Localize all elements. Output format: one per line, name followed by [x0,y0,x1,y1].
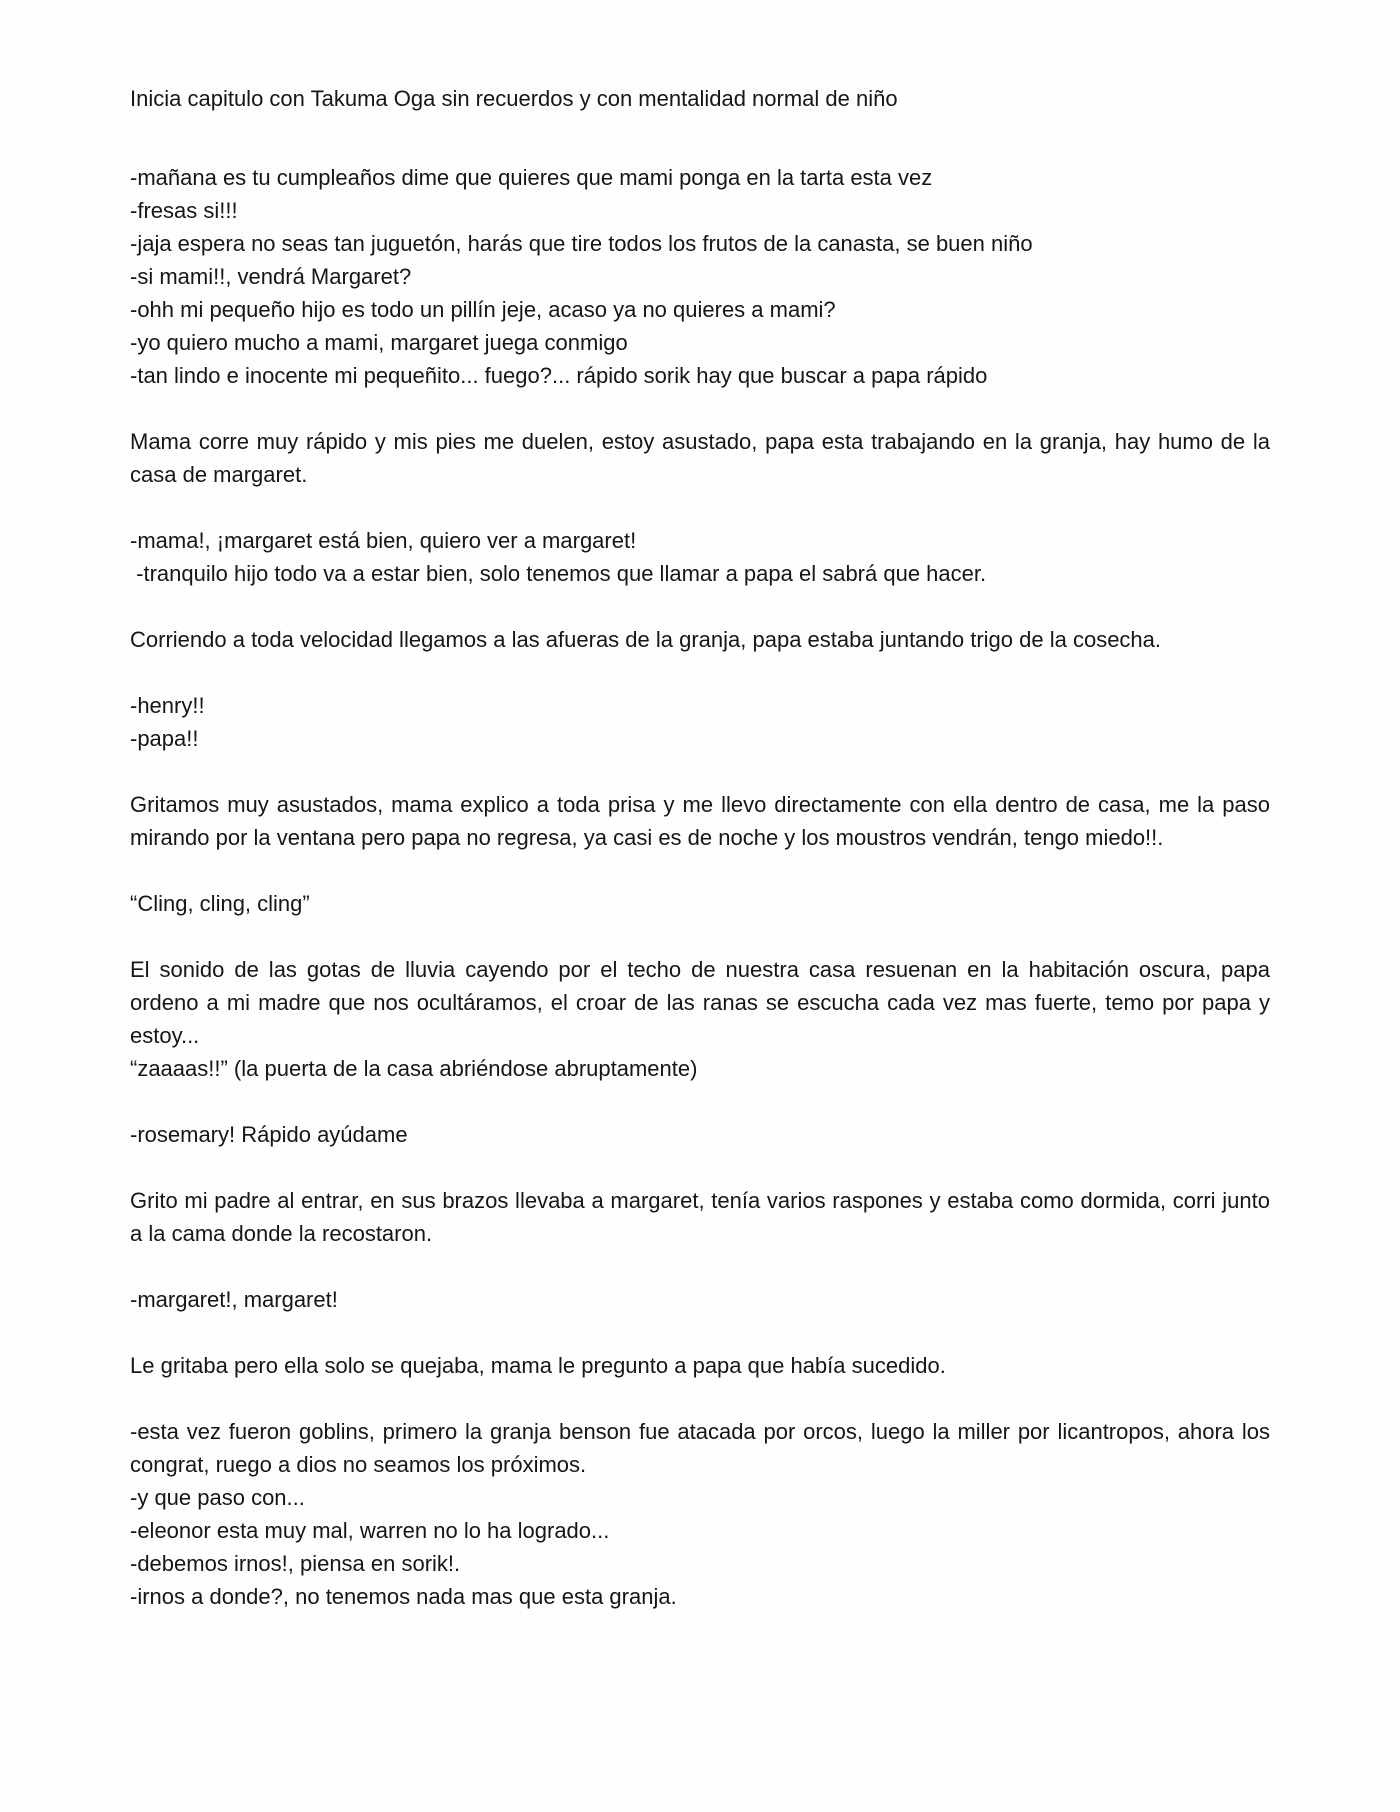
narrative-paragraph-6 [130,1349,1270,1382]
dialogue-line: -fresas si!!! [130,198,238,223]
paragraph-text: Corriendo a toda velocidad llegamos a las afueras de la granja, papa estaba juntando trigo de la cosecha. [130,627,1162,652]
narrative-paragraph-3 [130,788,1270,854]
dialogue-line: -esta vez fueron goblins, primero la granja benson fue atacada por orcos, luego la miller por licantropos, ahora los congrat, ruego a dios no seamos los próximos. [130,1419,1270,1477]
dialogue-line: -si mami!!, vendrá Margaret? [130,264,412,289]
dialogue-line: -yo quiero mucho a mami, margaret juega conmigo [130,330,628,355]
dialogue-line: -mama!, ¡margaret está bien, quiero ver a margaret! [130,528,637,553]
dialogue-line: -ohh mi pequeño hijo es todo un pillín jeje, acaso ya no quieres a mami? [130,297,836,322]
sound-text: “zaaaas!!” (la puerta de la casa abriéndose abruptamente) [130,1056,698,1081]
dialogue-line: -tranquilo hijo todo va a estar bien, solo tenemos que llamar a papa el sabrá que hacer. [130,561,987,586]
paragraph-text: Gritamos muy asustados, mama explico a toda prisa y me llevo directamente con ella dentro de casa, me la paso mirando por la ventana pero papa no regresa, ya casi es de noche y los moustros vendrán, tengo miedo!!. [130,792,1270,850]
paragraph-text: Mama corre muy rápido y mis pies me duelen, estoy asustado, papa esta trabajando en la granja, hay humo de la casa de margaret. [130,429,1270,487]
narrative-paragraph-4 [130,953,1270,1085]
paragraph-text: El sonido de las gotas de lluvia cayendo por el techo de nuestra casa resuenan en la habitación oscura, papa ordeno a mi madre que nos ocultáramos, el croar de las ranas se escucha cada vez mas fuerte, temo por papa y estoy... [130,957,1270,1048]
chapter-note [130,82,1270,115]
paragraph-text: Grito mi padre al entrar, en sus brazos llevaba a margaret, tenía varios raspones y estaba como dormida, corri junto a la cama donde la recostaron. [130,1188,1270,1246]
dialogue-line: -debemos irnos!, piensa en sorik!. [130,1551,461,1576]
dialogue-line: -tan lindo e inocente mi pequeñito... fuego?... rápido sorik hay que buscar a papa rápido [130,363,988,388]
dialogue-block-2 [130,524,1270,590]
sound-text: “Cling, cling, cling” [130,891,310,916]
narrative-paragraph-5 [130,1184,1270,1250]
dialogue-block-6 [130,1415,1270,1613]
dialogue-line: -jaja espera no seas tan juguetón, harás que tire todos los frutos de la canasta, se buen niño [130,231,1033,256]
dialogue-block-3 [130,689,1270,755]
narrative-paragraph-1 [130,425,1270,491]
dialogue-line: -henry!! [130,693,205,718]
document-body [130,82,1270,1646]
dialogue-line: -irnos a donde?, no tenemos nada mas que esta granja. [130,1584,677,1609]
dialogue-block-1 [130,161,1270,392]
dialogue-block-5 [130,1283,1270,1316]
narrative-paragraph-2 [130,623,1270,656]
dialogue-line: -rosemary! Rápido ayúdame [130,1122,408,1147]
paragraph-text: Le gritaba pero ella solo se quejaba, mama le pregunto a papa que había sucedido. [130,1353,946,1378]
chapter-note-text: Inicia capitulo con Takuma Oga sin recuerdos y con mentalidad normal de niño [130,86,898,111]
dialogue-line: -y que paso con... [130,1485,305,1510]
dialogue-line: -papa!! [130,726,199,751]
dialogue-line: -mañana es tu cumpleaños dime que quieres que mami ponga en la tarta esta vez [130,165,933,190]
dialogue-block-4 [130,1118,1270,1151]
sound-effect-1 [130,887,1270,920]
dialogue-line: -eleonor esta muy mal, warren no lo ha logrado... [130,1518,610,1543]
dialogue-line: -margaret!, margaret! [130,1287,338,1312]
